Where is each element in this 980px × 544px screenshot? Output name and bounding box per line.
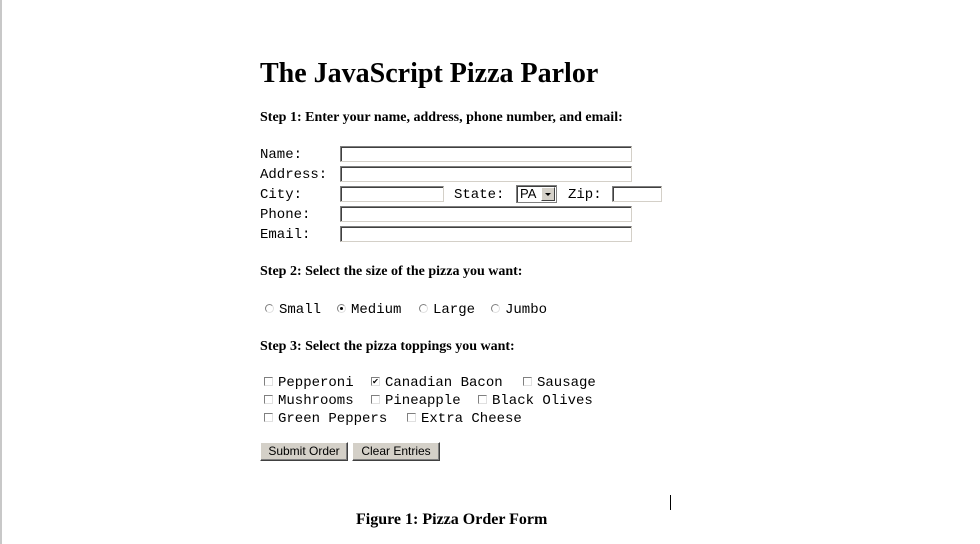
topping-checkbox-pineapple[interactable] (371, 395, 380, 404)
figure-caption: Figure 1: Pizza Order Form (356, 511, 548, 528)
size-radio-jumbo[interactable] (491, 304, 500, 313)
phone-field[interactable] (340, 206, 632, 222)
topping-label-pineapple: Pineapple (385, 393, 461, 409)
address-field[interactable] (340, 166, 632, 182)
topping-checkbox-mushrooms[interactable] (264, 395, 273, 404)
topping-checkbox-green-peppers[interactable] (264, 413, 273, 422)
size-label-medium: Medium (351, 302, 402, 318)
address-label: Address: (260, 167, 328, 183)
page-title: The JavaScript Pizza Parlor (260, 58, 599, 89)
topping-label-black-olives: Black Olives (492, 393, 593, 409)
submit-order-button[interactable]: Submit Order (260, 442, 348, 461)
city-field[interactable] (340, 186, 444, 202)
topping-label-pepperoni: Pepperoni (278, 375, 354, 391)
size-radio-medium[interactable] (337, 304, 346, 313)
topping-checkbox-sausage[interactable] (523, 377, 532, 386)
email-field[interactable] (340, 226, 632, 242)
size-label-large: Large (433, 302, 476, 318)
topping-label-green-peppers: Green Peppers (278, 411, 388, 427)
size-label-small: Small (279, 302, 322, 318)
size-label-jumbo: Jumbo (505, 302, 548, 318)
topping-checkbox-canadian-bacon[interactable]: ✔ (372, 377, 379, 386)
size-radio-large[interactable] (419, 304, 428, 313)
topping-label-sausage: Sausage (537, 375, 596, 391)
topping-checkbox-black-olives[interactable] (478, 395, 487, 404)
state-select[interactable] (516, 185, 557, 203)
topping-checkbox-extra-cheese[interactable] (407, 413, 416, 422)
page-left-edge (0, 0, 2, 544)
name-field[interactable] (340, 146, 632, 162)
step1-heading: Step 1: Enter your name, address, phone number, and email: (260, 110, 623, 125)
chevron-down-icon[interactable] (541, 187, 555, 201)
state-select-value: PA (520, 186, 537, 201)
zip-field[interactable] (612, 186, 662, 202)
topping-label-extra-cheese: Extra Cheese (421, 411, 522, 427)
size-radio-small[interactable] (265, 304, 274, 313)
step2-heading: Step 2: Select the size of the pizza you want: (260, 264, 523, 279)
topping-checkbox-pepperoni[interactable] (264, 377, 273, 386)
phone-label: Phone: (260, 207, 311, 223)
topping-label-canadian-bacon: Canadian Bacon (385, 375, 503, 391)
clear-entries-button[interactable]: Clear Entries (352, 442, 440, 461)
step3-heading: Step 3: Select the pizza toppings you want: (260, 339, 515, 354)
state-label: State: (454, 187, 505, 203)
topping-label-mushrooms: Mushrooms (278, 393, 354, 409)
zip-label: Zip: (568, 187, 602, 203)
email-label: Email: (260, 227, 311, 243)
name-label: Name: (260, 147, 303, 163)
city-label: City: (260, 187, 303, 203)
text-cursor (670, 495, 671, 510)
